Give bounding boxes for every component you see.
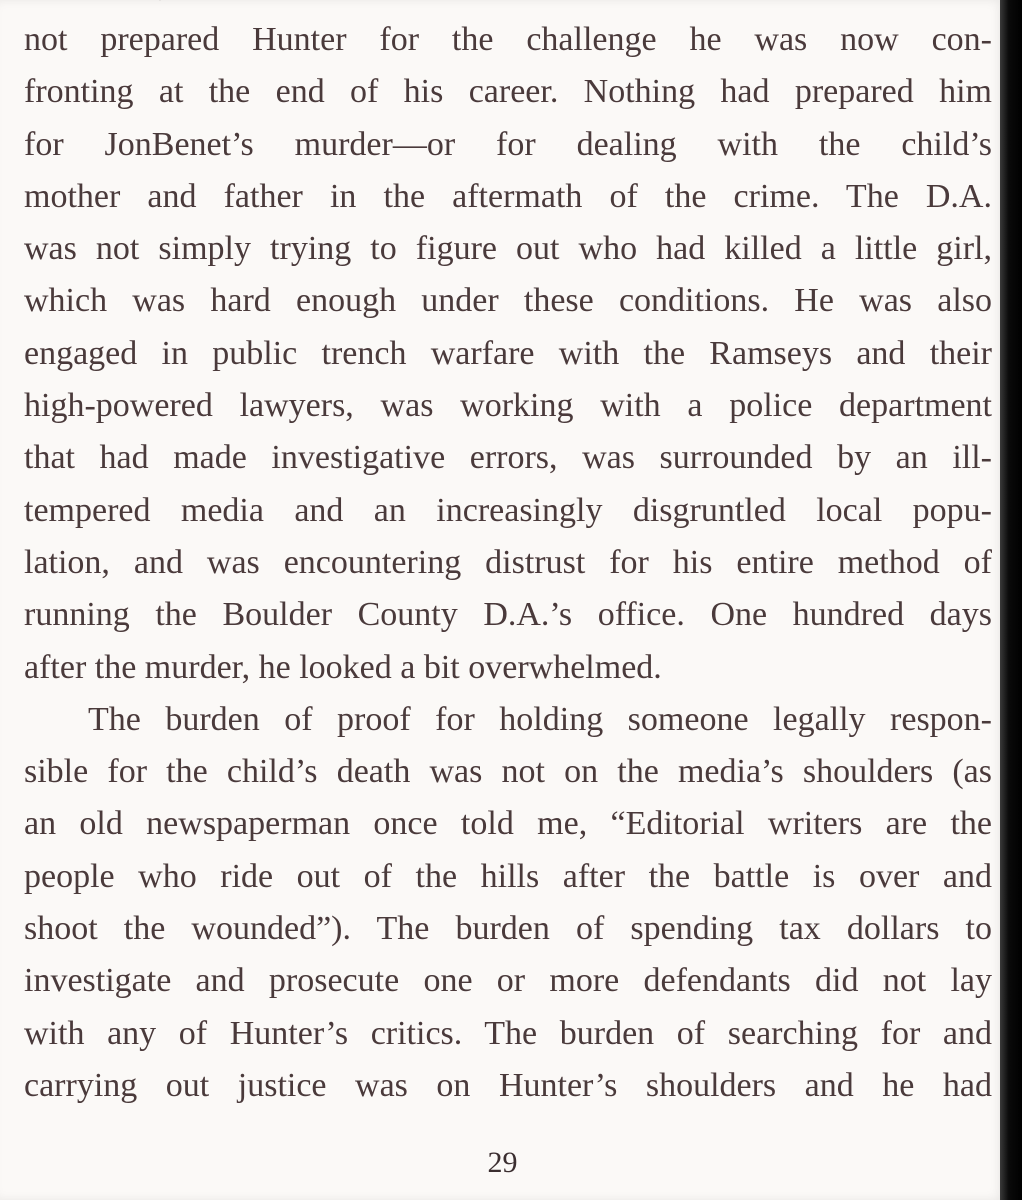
text-line: with any of Hunter’s critics. The burden of searching for and [24, 1014, 992, 1052]
page-edge-shadow [1000, 0, 1022, 1200]
text-line: high-powered lawyers, was working with a police department [24, 387, 992, 425]
text-line: people who ride out of the hills after the battle is over and [24, 857, 992, 895]
text-line: engaged in public trench warfare with the Ramseys and their [24, 334, 992, 372]
page-number: 29 [487, 1146, 518, 1179]
text-line: The burden of proof for holding someone legally respon- [88, 700, 992, 738]
paragraph-2 [24, 694, 992, 1112]
text-line: mother and father in the aftermath of the crime. The D.A. [24, 177, 992, 215]
text-line: lation, and was encountering distrust for his entire method of [24, 543, 992, 581]
text-line: tempered media and an increasingly disgruntled local popu- [24, 491, 992, 529]
text-line: for JonBenet’s murder—or for dealing with the child’s [24, 125, 992, 163]
text-line: fronting at the end of his career. Nothing had prepared him [24, 73, 992, 111]
previous-line-descender [158, 0, 172, 8]
text-line: sible for the child’s death was not on the media’s shoulders (as [24, 753, 992, 791]
text-line: investigate and prosecute one or more defendants did not lay [24, 962, 992, 1000]
text-line: which was hard enough under these conditions. He was also [24, 282, 992, 320]
body-text [24, 14, 992, 1112]
text-line: was not simply trying to figure out who had killed a little girl, [24, 230, 992, 268]
text-line: that had made investigative errors, was surrounded by an ill- [24, 439, 992, 477]
text-line: shoot the wounded”). The burden of spending tax dollars to [24, 910, 992, 948]
text-line: after the murder, he looked a bit overwhelmed. [24, 648, 662, 686]
paragraph-1 [24, 14, 992, 694]
text-line: an old newspaperman once told me, “Editorial writers are the [24, 805, 992, 843]
text-line: not prepared Hunter for the challenge he was now con- [24, 21, 992, 58]
text-line: running the Boulder County D.A.’s office. One hundred days [24, 596, 992, 634]
text-line: carrying out justice was on Hunter’s shoulders and he had [24, 1066, 992, 1104]
